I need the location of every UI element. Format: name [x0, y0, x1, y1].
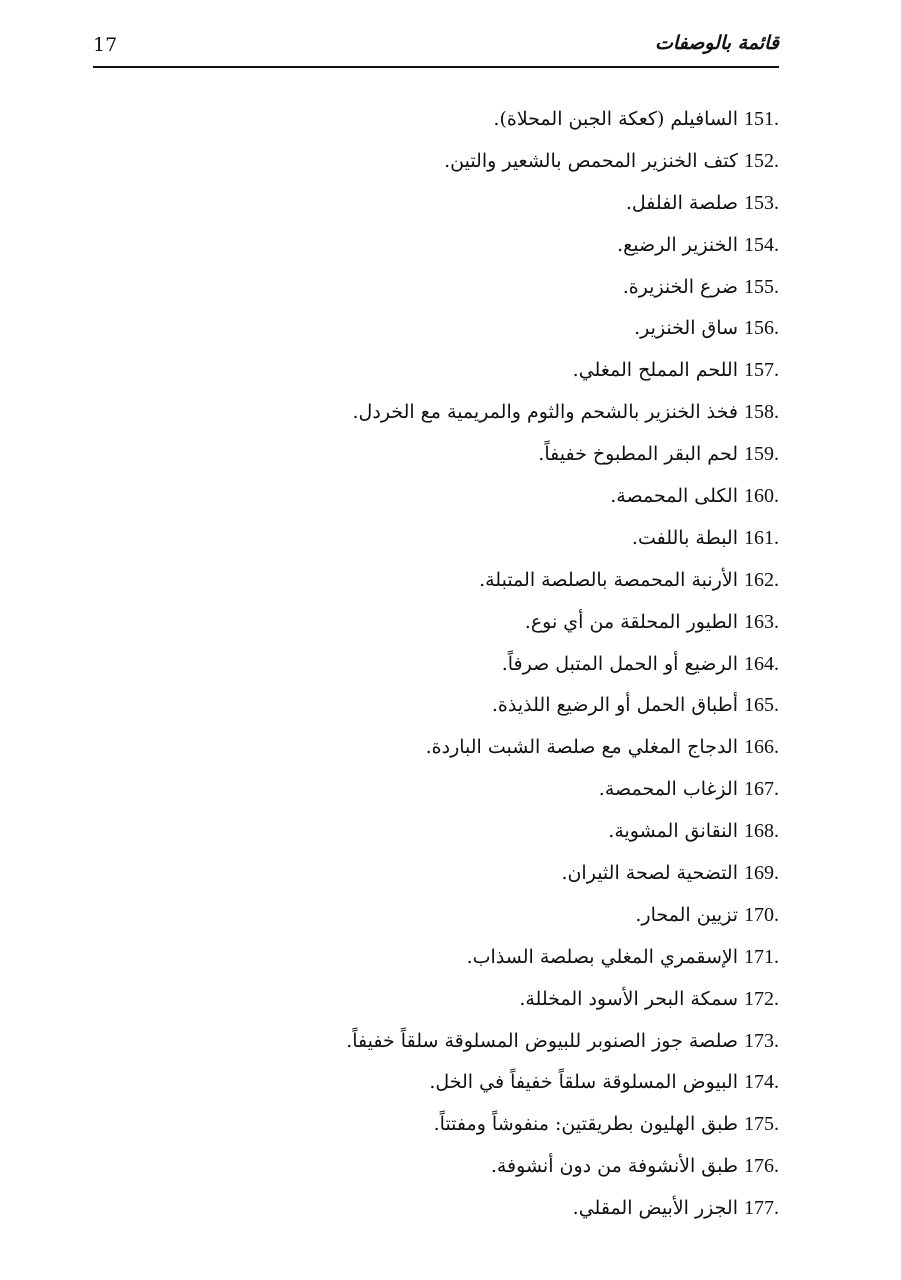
list-item [159, 476, 779, 518]
item-number: 176. [744, 1155, 779, 1178]
item-text: فخذ الخنزير بالشحم والثوم والمريمية مع الخردل. [352, 401, 738, 424]
list-item [159, 350, 779, 392]
item-text: البطة باللفت. [631, 526, 738, 549]
item-text: الكلى المحمصة. [610, 485, 738, 508]
list-item [159, 99, 779, 141]
item-number: 174. [744, 1071, 779, 1094]
item-number: 164. [744, 652, 779, 675]
list-item [159, 560, 779, 602]
item-text: الإسقمري المغلي بصلصة السذاب. [466, 945, 738, 968]
list-item [159, 685, 779, 727]
item-text: الرضيع أو الحمل المتبل صرفاً. [501, 652, 738, 675]
item-text: ضرع الخنزيرة. [622, 275, 738, 298]
list-item [159, 225, 779, 267]
item-number: 161. [744, 526, 779, 549]
item-text: النقانق المشوية. [608, 820, 738, 843]
item-number: 163. [744, 610, 779, 633]
item-text: أطباق الحمل أو الرضيع اللذيذة. [491, 694, 738, 717]
running-title: قائمة بالوصفات [654, 32, 779, 54]
item-number: 160. [744, 485, 779, 508]
item-text: الطيور المحلقة من أي نوع. [524, 610, 738, 633]
list-item [159, 392, 779, 434]
item-text: صلصة الفلفل. [625, 191, 738, 214]
item-number: 156. [744, 317, 779, 340]
list-item [159, 141, 779, 183]
item-number: 172. [744, 987, 779, 1010]
list-item [159, 769, 779, 811]
list-item [159, 308, 779, 350]
item-text: طبق الهليون بطريقتين: منفوشاً ومفتتاً. [433, 1113, 738, 1136]
list-item [159, 1104, 779, 1146]
list-item [159, 811, 779, 853]
list-item [159, 1062, 779, 1104]
item-number: 170. [744, 903, 779, 926]
item-text: ساق الخنزير. [634, 317, 738, 340]
item-number: 162. [744, 568, 779, 591]
list-item [159, 434, 779, 476]
item-text: صلصة جوز الصنوبر للبيوض المسلوقة سلقاً خفيفاً. [346, 1029, 738, 1052]
item-text: الزغاب المحمصة. [598, 778, 738, 801]
list-item [159, 267, 779, 309]
item-text: السافيلم (كعكة الجبن المحلاة). [493, 108, 738, 130]
page-number: 17 [93, 34, 118, 56]
item-number: 166. [744, 736, 779, 759]
item-number: 151. [744, 108, 779, 130]
item-text: طبق الأنشوفة من دون أنشوفة. [490, 1155, 738, 1178]
list-item [159, 1146, 779, 1188]
item-number: 169. [744, 862, 779, 885]
item-number: 171. [744, 945, 779, 968]
list-item [159, 853, 779, 895]
item-text: اللحم المملح المغلي. [572, 359, 738, 382]
item-text: كتف الخنزير المحمص بالشعير والتين. [444, 149, 738, 172]
item-number: 168. [744, 820, 779, 843]
item-number: 177. [744, 1197, 779, 1220]
list-item [159, 1021, 779, 1063]
item-text: الخنزير الرضيع. [617, 233, 738, 256]
list-item [159, 895, 779, 937]
item-number: 155. [744, 275, 779, 298]
item-number: 159. [744, 443, 779, 466]
list-item [159, 937, 779, 979]
item-number: 173. [744, 1029, 779, 1052]
item-text: لحم البقر المطبوخ خفيفاً. [538, 443, 738, 466]
item-text: التضحية لصحة الثيران. [561, 862, 738, 885]
list-item [159, 644, 779, 686]
list-item [159, 183, 779, 225]
list-item [159, 518, 779, 560]
item-number: 153. [744, 191, 779, 214]
page-header [93, 30, 779, 68]
list-item [159, 1188, 779, 1230]
item-text: سمكة البحر الأسود المخللة. [519, 987, 738, 1010]
item-text: الدجاج المغلي مع صلصة الشبت الباردة. [425, 736, 738, 759]
list-item [159, 602, 779, 644]
list-item [159, 979, 779, 1021]
item-number: 175. [744, 1113, 779, 1136]
item-number: 157. [744, 359, 779, 382]
item-text: تزيين المحار. [635, 903, 738, 926]
item-number: 158. [744, 401, 779, 424]
item-number: 154. [744, 233, 779, 256]
item-number: 167. [744, 778, 779, 801]
list-item [159, 727, 779, 769]
item-number: 165. [744, 694, 779, 717]
item-text: الجزر الأبيض المقلي. [572, 1197, 738, 1220]
item-text: الأرنبة المحمصة بالصلصة المتبلة. [479, 568, 738, 591]
item-number: 152. [744, 149, 779, 172]
item-text: البيوض المسلوقة سلقاً خفيفاً في الخل. [429, 1071, 738, 1094]
recipe-list [159, 99, 779, 1230]
